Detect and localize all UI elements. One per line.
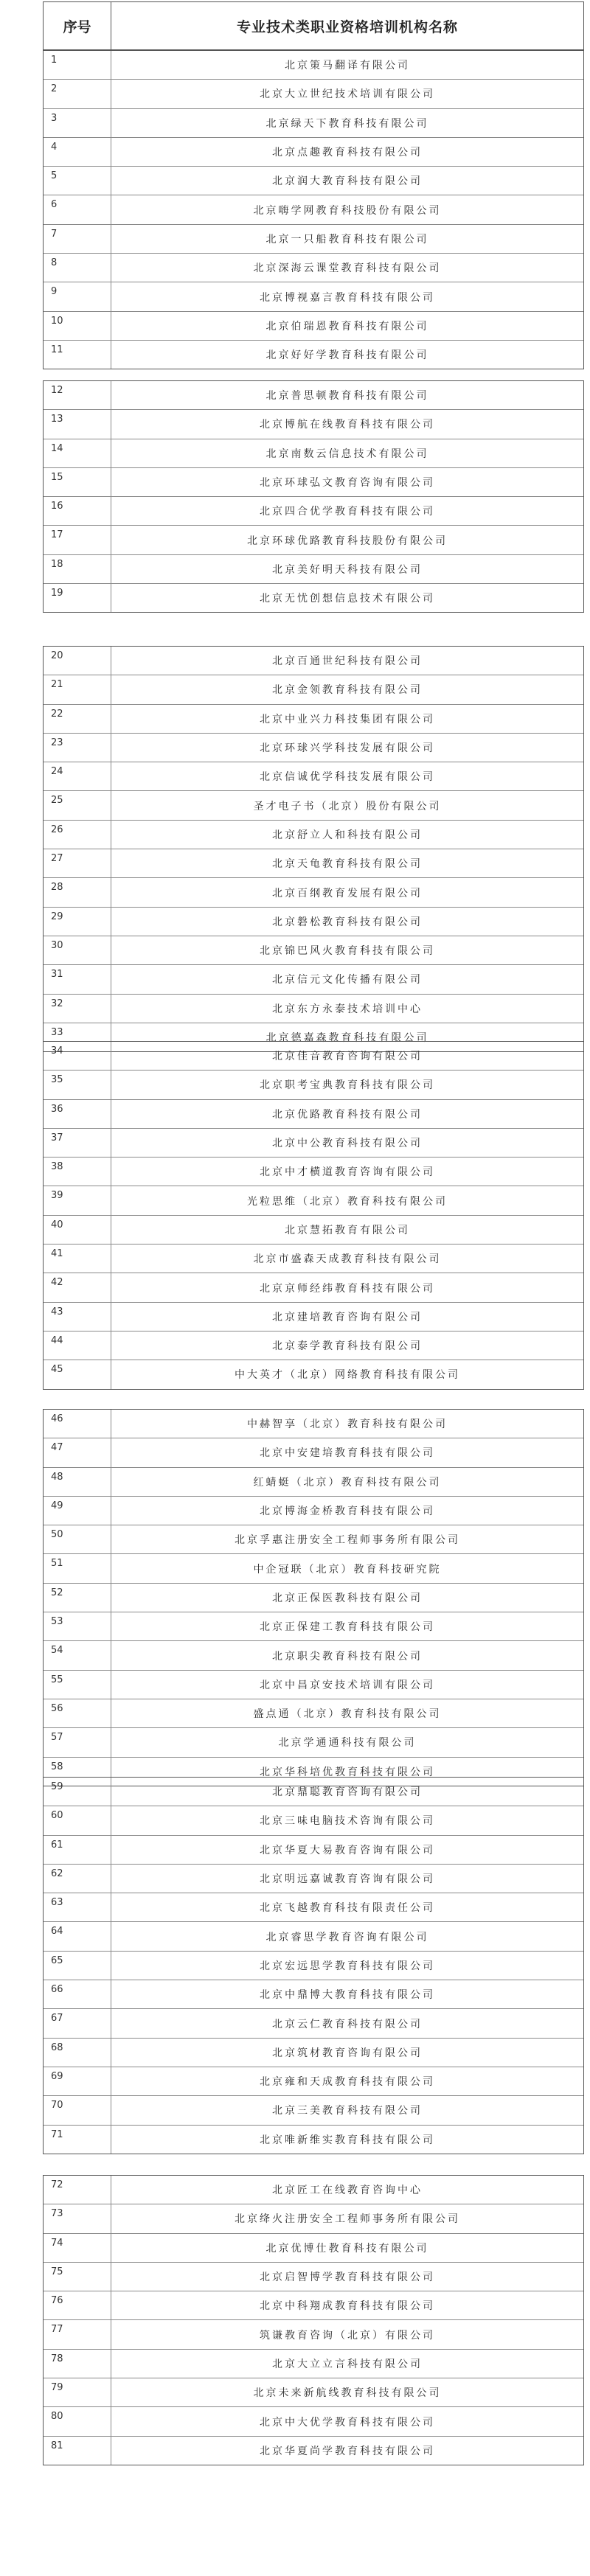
- row-index: 34: [44, 1042, 111, 1070]
- header-index: 序号: [44, 2, 111, 49]
- institution-name: 北京天龟教育科技有限公司: [272, 858, 423, 871]
- row-index: 33: [44, 1023, 111, 1051]
- institution-name: 北京点趣教育科技有限公司: [272, 147, 423, 159]
- institution-name: 红蜻蜓（北京）教育科技有限公司: [253, 1476, 442, 1489]
- header-institution-name: 专业技术类职业资格培训机构名称: [236, 18, 458, 35]
- table-row: [44, 410, 583, 439]
- row-index: 14: [44, 439, 111, 467]
- row-index: 56: [44, 1699, 111, 1727]
- table-row: [44, 497, 583, 526]
- table-row: [44, 381, 583, 410]
- table-row: [44, 1245, 583, 1273]
- row-index: 28: [44, 878, 111, 906]
- institution-name: 北京飞越教育科技有限责任公司: [260, 1902, 435, 1915]
- table-row: [44, 1980, 583, 2009]
- table-row: [44, 526, 583, 554]
- institution-name: 北京中公教育科技有限公司: [272, 1138, 423, 1150]
- table-row: [44, 1331, 583, 1360]
- row-index: 39: [44, 1186, 111, 1214]
- institution-name: 北京孚惠注册安全工程师事务所有限公司: [235, 1534, 460, 1547]
- row-index: 6: [44, 195, 111, 223]
- table-row: [44, 195, 583, 224]
- table-row: [44, 2350, 583, 2378]
- table-row: [44, 1042, 583, 1071]
- institution-name: 北京金领教育科技有限公司: [272, 684, 423, 697]
- institution-name: 北京正保建工教育科技有限公司: [260, 1621, 435, 1634]
- institution-name: 中企冠联（北京）教育科技研究院: [253, 1563, 442, 1576]
- row-index: 2: [44, 80, 111, 108]
- table-row: [44, 1778, 583, 1806]
- table-row: [44, 1497, 583, 1525]
- table-row: [44, 1410, 583, 1438]
- institution-name: 北京普思顿教育科技有限公司: [266, 390, 429, 403]
- row-index: 75: [44, 2263, 111, 2291]
- row-index: 71: [44, 2126, 111, 2154]
- row-index: 37: [44, 1129, 111, 1157]
- table-row: [44, 2407, 583, 2436]
- institution-name: 北京中才横道教育咨询有限公司: [260, 1166, 435, 1179]
- row-index: 69: [44, 2067, 111, 2095]
- table-row: [44, 2320, 583, 2349]
- table-row: [44, 1612, 583, 1641]
- row-index: 64: [44, 1922, 111, 1950]
- row-index: 76: [44, 2291, 111, 2319]
- institution-name: 北京中大优学教育科技有限公司: [260, 2416, 435, 2429]
- table-row: [44, 2176, 583, 2204]
- institution-name: 北京博视嘉言教育科技有限公司: [260, 291, 435, 304]
- row-index: 5: [44, 167, 111, 195]
- table-row: [44, 2067, 583, 2096]
- institution-name: 北京中鼎博大教育科技有限公司: [260, 1989, 435, 2002]
- table-row: [44, 1158, 583, 1186]
- table-row: [44, 1468, 583, 1497]
- table-row: [44, 1699, 583, 1728]
- table-row: [44, 439, 583, 468]
- table-row: [44, 2263, 583, 2291]
- table-block: [43, 380, 584, 613]
- institution-name: 盛点通（北京）教育科技有限公司: [253, 1708, 442, 1721]
- table-row: [44, 2039, 583, 2067]
- table-row: [44, 282, 583, 311]
- institution-name: 北京环球弘文教育咨询有限公司: [260, 477, 435, 490]
- institution-name: 北京职考宝典教育科技有限公司: [260, 1079, 435, 1092]
- row-index: 77: [44, 2320, 111, 2348]
- institution-name: 北京三美教育科技有限公司: [272, 2105, 423, 2117]
- table-row: [44, 2204, 583, 2233]
- row-index: 54: [44, 1641, 111, 1669]
- institution-name: 北京宏远思学教育科技有限公司: [260, 1960, 435, 1972]
- institution-name: 光粒思维（北京）教育科技有限公司: [247, 1195, 448, 1208]
- table-row: [44, 341, 583, 369]
- institution-name: 北京华夏大易教育咨询有限公司: [260, 1844, 435, 1856]
- institution-name: 北京百通世纪科技有限公司: [272, 655, 423, 668]
- table-row: [44, 2234, 583, 2263]
- table-row: [44, 647, 583, 675]
- row-index: 4: [44, 138, 111, 166]
- row-index: 51: [44, 1554, 111, 1582]
- institution-name: 北京优博仕教育科技有限公司: [266, 2242, 429, 2255]
- row-index: 10: [44, 312, 111, 340]
- row-index: 80: [44, 2407, 111, 2435]
- institution-name: 北京环球优路教育科技股份有限公司: [247, 535, 448, 547]
- institution-name: 北京慧拓教育有限公司: [285, 1224, 410, 1236]
- institution-name: 北京正保医教科技有限公司: [272, 1592, 423, 1604]
- row-index: 57: [44, 1728, 111, 1756]
- institution-name: 北京鼎聪教育咨询有限公司: [272, 1786, 423, 1799]
- institution-name: 北京大立立言科技有限公司: [272, 2358, 423, 2370]
- institution-name: 北京一只船教育科技有限公司: [266, 233, 429, 246]
- table-row: [44, 1641, 583, 1670]
- row-index: 66: [44, 1980, 111, 2008]
- institution-name: 北京启智博学教育科技有限公司: [260, 2272, 435, 2284]
- table-row: [44, 995, 583, 1023]
- institution-name: 北京百纲教育发展有限公司: [272, 887, 423, 899]
- table-row: [44, 849, 583, 878]
- table-row: [44, 167, 583, 195]
- institution-name: 北京学通通科技有限公司: [278, 1737, 417, 1750]
- table-row: [44, 965, 583, 994]
- institution-name: 北京锦巴风火教育科技有限公司: [260, 945, 435, 958]
- row-index: 70: [44, 2096, 111, 2124]
- institution-name: 北京环球兴学科技发展有限公司: [260, 742, 435, 755]
- table-row: [44, 468, 583, 497]
- row-index: 43: [44, 1303, 111, 1331]
- table-row: [44, 1952, 583, 1980]
- table-row: [44, 584, 583, 613]
- table-block: [43, 1409, 584, 1786]
- table-row: [44, 2096, 583, 2125]
- table-row: [44, 705, 583, 734]
- row-index: 35: [44, 1071, 111, 1099]
- table-row: [44, 1836, 583, 1865]
- row-index: 3: [44, 109, 111, 137]
- row-index: 60: [44, 1806, 111, 1834]
- table-row: [44, 821, 583, 849]
- institution-name: 北京德嘉森教育科技有限公司: [266, 1032, 429, 1044]
- table-row: [44, 1525, 583, 1554]
- row-index: 40: [44, 1216, 111, 1244]
- table-row: [44, 1216, 583, 1245]
- row-index: 55: [44, 1671, 111, 1699]
- institution-name: 北京深海云课堂教育科技有限公司: [253, 262, 442, 275]
- table-row: [44, 51, 583, 80]
- institution-name: 北京大立世纪技术培训有限公司: [260, 88, 435, 101]
- table-row: [44, 1071, 583, 1099]
- row-index: 36: [44, 1100, 111, 1128]
- institution-name: 北京美好明天科技有限公司: [272, 563, 423, 576]
- institution-name: 北京润大教育科技有限公司: [272, 175, 423, 188]
- row-index: 52: [44, 1584, 111, 1612]
- table-row: [44, 1129, 583, 1158]
- institution-name: 北京好好学教育科技有限公司: [266, 349, 429, 362]
- institution-name: 北京绛火注册安全工程师事务所有限公司: [235, 2213, 460, 2226]
- institution-name: 北京华夏尚学教育科技有限公司: [260, 2445, 435, 2457]
- table-row: [44, 2009, 583, 2038]
- institution-name: 北京中业兴力科技集团有限公司: [260, 713, 435, 725]
- institution-name: 北京博航在线教育科技有限公司: [260, 419, 435, 431]
- row-index: 49: [44, 1497, 111, 1525]
- table-row: [44, 1728, 583, 1757]
- row-index: 45: [44, 1360, 111, 1388]
- row-index: 32: [44, 995, 111, 1023]
- row-index: 30: [44, 936, 111, 964]
- table-row: [44, 878, 583, 907]
- row-index: 47: [44, 1438, 111, 1466]
- institution-name: 北京中科翔成教育科技有限公司: [260, 2300, 435, 2313]
- table-row: [44, 2291, 583, 2320]
- row-index: 23: [44, 734, 111, 762]
- row-index: 44: [44, 1331, 111, 1360]
- institution-name: 北京睿思学教育咨询有限公司: [266, 1931, 429, 1943]
- table-block: [43, 646, 584, 1052]
- row-index: 13: [44, 410, 111, 438]
- institution-name: 北京职尖教育科技有限公司: [272, 1650, 423, 1663]
- row-index: 81: [44, 2437, 111, 2465]
- table-header: [43, 1, 584, 50]
- table-block: [43, 50, 584, 369]
- table-row: [44, 908, 583, 936]
- row-index: 24: [44, 762, 111, 790]
- table-row: [44, 734, 583, 762]
- table-row: [44, 1922, 583, 1951]
- institution-name: 北京未来新航线教育科技有限公司: [253, 2387, 442, 2400]
- institution-name: 北京四合优学教育科技有限公司: [260, 506, 435, 518]
- row-index: 72: [44, 2176, 111, 2204]
- table-row: [44, 2437, 583, 2465]
- table-row: [44, 109, 583, 138]
- row-index: 59: [44, 1778, 111, 1806]
- institution-name: 北京京师经纬教育科技有限公司: [260, 1282, 435, 1295]
- row-index: 61: [44, 1836, 111, 1864]
- row-index: 58: [44, 1758, 111, 1786]
- institution-name: 圣才电子书（北京）股份有限公司: [253, 800, 442, 812]
- institution-name: 北京云仁教育科技有限公司: [272, 2018, 423, 2030]
- institution-name: 北京舒立人和科技有限公司: [272, 829, 423, 841]
- table-block: [43, 1041, 584, 1390]
- table-row: [44, 555, 583, 584]
- institution-name: 中赫智享（北京）教育科技有限公司: [247, 1418, 448, 1431]
- institution-name: 北京泰学教育科技有限公司: [272, 1340, 423, 1353]
- institution-name: 北京华科培优教育科技有限公司: [260, 1766, 435, 1778]
- table-row: [44, 1671, 583, 1699]
- institution-name: 北京绿天下教育科技有限公司: [266, 117, 429, 130]
- institution-name: 北京信诚优学科技发展有限公司: [260, 771, 435, 784]
- row-index: 18: [44, 555, 111, 583]
- institution-name: 北京博海金桥教育科技有限公司: [260, 1505, 435, 1518]
- row-index: 50: [44, 1525, 111, 1553]
- table-row: [44, 1584, 583, 1612]
- institution-name: 北京筑材教育咨询有限公司: [272, 2047, 423, 2059]
- row-index: 8: [44, 254, 111, 282]
- row-index: 65: [44, 1952, 111, 1980]
- institution-name: 北京无忧创想信息技术有限公司: [260, 593, 435, 605]
- row-index: 29: [44, 908, 111, 936]
- row-index: 20: [44, 647, 111, 675]
- row-index: 53: [44, 1612, 111, 1640]
- row-index: 74: [44, 2234, 111, 2262]
- institution-name: 筑谦教育咨询（北京）有限公司: [260, 2329, 435, 2342]
- row-index: 41: [44, 1245, 111, 1273]
- institution-name: 北京东方永泰技术培训中心: [272, 1003, 423, 1015]
- row-index: 73: [44, 2204, 111, 2232]
- institution-name: 北京伯瑞恩教育科技有限公司: [266, 320, 429, 333]
- row-index: 31: [44, 965, 111, 993]
- row-index: 19: [44, 584, 111, 612]
- institution-name: 北京雍和天成教育科技有限公司: [260, 2076, 435, 2089]
- row-index: 38: [44, 1158, 111, 1186]
- row-index: 22: [44, 705, 111, 733]
- row-index: 25: [44, 791, 111, 819]
- institution-name: 北京市盛森天成教育科技有限公司: [253, 1253, 442, 1266]
- row-index: 68: [44, 2039, 111, 2067]
- institution-name: 北京明远嘉诚教育咨询有限公司: [260, 1873, 435, 1886]
- row-index: 11: [44, 341, 111, 369]
- row-index: 63: [44, 1893, 111, 1921]
- table-row: [44, 762, 583, 791]
- institution-name: 北京匠工在线教育咨询中心: [272, 2185, 423, 2197]
- row-index: 1: [44, 51, 111, 79]
- table-row: [44, 254, 583, 282]
- table-row: [44, 138, 583, 167]
- row-index: 17: [44, 526, 111, 554]
- table-block: [43, 1777, 584, 2154]
- table-row: [44, 2378, 583, 2407]
- row-index: 62: [44, 1865, 111, 1893]
- table-block: [43, 2175, 584, 2465]
- institution-name: 北京佳音教育咨询有限公司: [272, 1051, 423, 1063]
- row-index: 79: [44, 2378, 111, 2406]
- table-row: [44, 1438, 583, 1467]
- row-index: 27: [44, 849, 111, 877]
- table-row: [44, 1360, 583, 1389]
- institution-name: 北京建培教育咨询有限公司: [272, 1311, 423, 1323]
- row-index: 78: [44, 2350, 111, 2378]
- row-index: 21: [44, 675, 111, 703]
- institution-name: 中大英才（北京）网络教育科技有限公司: [235, 1369, 460, 1382]
- table-row: [44, 1806, 583, 1835]
- row-index: 16: [44, 497, 111, 525]
- institution-name: 北京优路教育科技有限公司: [272, 1108, 423, 1121]
- row-index: 9: [44, 282, 111, 310]
- row-index: 67: [44, 2009, 111, 2037]
- table-row: [44, 1554, 583, 1583]
- institution-name: 北京嗨学网教育科技股份有限公司: [253, 204, 442, 217]
- table-row: [44, 1865, 583, 1893]
- table-row: [44, 312, 583, 341]
- table-row: [44, 1893, 583, 1922]
- table-row: [44, 2126, 583, 2154]
- institution-name: 北京信元文化传播有限公司: [272, 974, 423, 986]
- institution-name: 北京磐松教育科技有限公司: [272, 916, 423, 928]
- row-index: 46: [44, 1410, 111, 1438]
- institution-name: 北京三味电脑技术咨询有限公司: [260, 1815, 435, 1828]
- table-row: [44, 1273, 583, 1302]
- institution-name: 北京策马翻译有限公司: [285, 60, 410, 72]
- institution-name: 北京中昌京安技术培训有限公司: [260, 1679, 435, 1691]
- institution-name: 北京唯新维实教育科技有限公司: [260, 2134, 435, 2146]
- table-row: [44, 791, 583, 820]
- institution-name: 北京中安建培教育科技有限公司: [260, 1447, 435, 1460]
- table-row: [44, 936, 583, 965]
- row-index: 12: [44, 381, 111, 409]
- row-index: 7: [44, 225, 111, 253]
- table-row: [44, 1303, 583, 1331]
- row-index: 48: [44, 1468, 111, 1496]
- table-row: [44, 80, 583, 108]
- institution-name: 北京南数云信息技术有限公司: [266, 448, 429, 460]
- table-row: [44, 675, 583, 704]
- row-index: 26: [44, 821, 111, 849]
- table-row: [44, 1100, 583, 1129]
- table-row: [44, 225, 583, 254]
- row-index: 42: [44, 1273, 111, 1301]
- table-row: [44, 1186, 583, 1215]
- row-index: 15: [44, 468, 111, 496]
